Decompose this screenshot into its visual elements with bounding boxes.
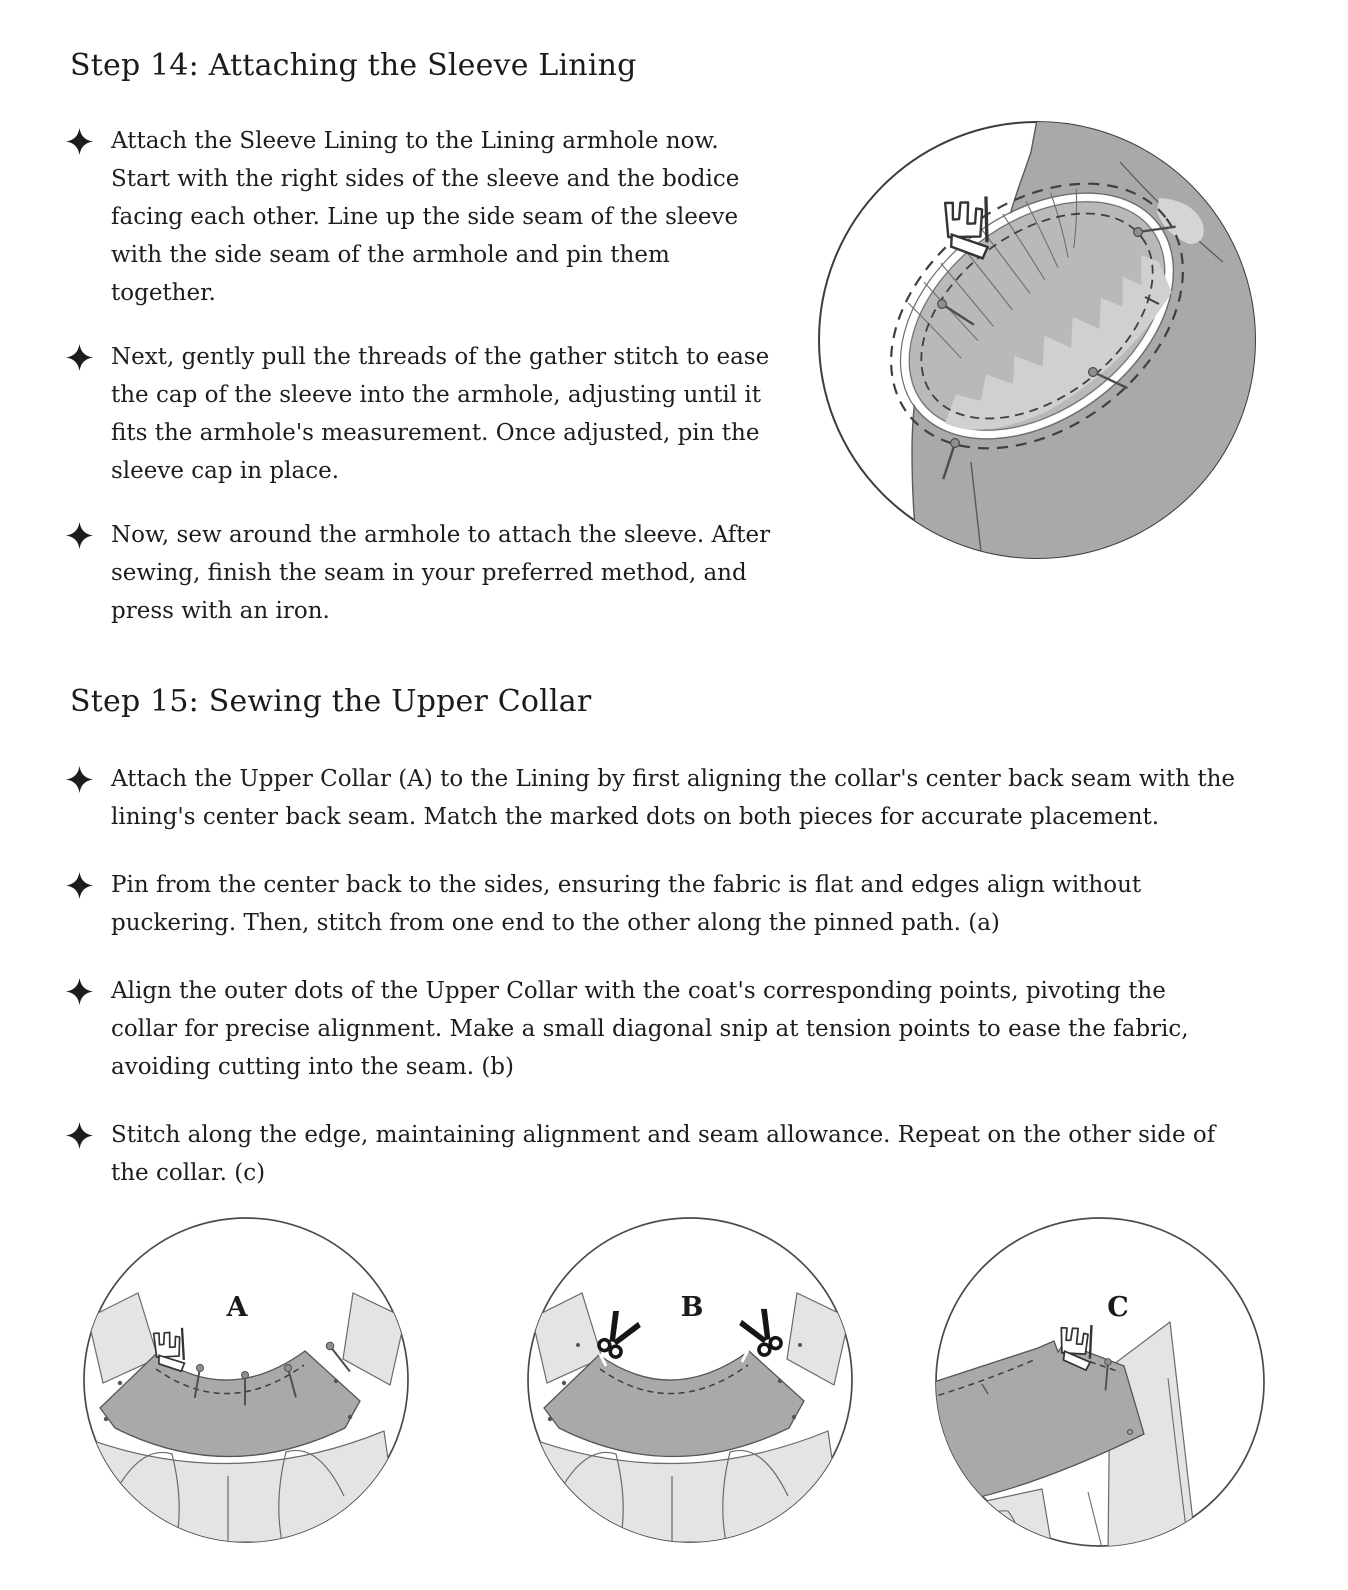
sparkle-bullet-icon	[66, 128, 93, 155]
bullet-text: Now, sew around the armhole to attach the sleeve. After sewing, finish the seam in your preferred method, and press with an iron.	[111, 522, 771, 624]
bullet-item	[66, 338, 772, 490]
bullet-text: Pin from the center back to the sides, ensuring the fabric is flat and edges align without puckering. Then, stitch from one end to the other along the pinned path. (a)	[111, 872, 1142, 936]
figure-collar-stitching	[930, 1208, 1270, 1590]
bullet-text: Align the outer dots of the Upper Collar with the coat's corresponding points, pivoting the collar for precise alignment. Make a small diagonal snip at tension points to ease the fabric, avoiding cutting into the seam. (b)	[111, 978, 1189, 1080]
bullet-text: Attach the Upper Collar (A) to the Lining by first aligning the collar's center back seam with the lining's center back seam. Match the marked dots on both pieces for accurate placement.	[111, 766, 1236, 830]
figure-label-b: B	[680, 1292, 704, 1323]
bullet-item	[66, 122, 772, 312]
sparkle-bullet-icon	[66, 344, 93, 371]
sparkle-bullet-icon	[66, 872, 93, 899]
section-heading-step-14: Step 14: Attaching the Sleeve Lining	[70, 48, 637, 83]
sparkle-bullet-icon	[66, 1122, 93, 1149]
collar-step-c-illustration	[930, 1208, 1270, 1590]
bullet-item	[66, 972, 1256, 1086]
step-15-bullet-list	[66, 760, 1256, 1222]
bullet-text: Attach the Sleeve Lining to the Lining armhole now. Start with the right sides of the sleeve and the bodice facing each other. Line up the side seam of the sleeve with the side seam of the armhole and pin them together.	[111, 128, 740, 306]
bullet-item	[66, 516, 772, 630]
step-14-bullet-list	[66, 122, 772, 656]
sparkle-bullet-icon	[66, 522, 93, 549]
figure-collar-pinned	[78, 1208, 414, 1590]
figure-label-c: C	[1107, 1292, 1129, 1323]
figure-collar-snipped	[522, 1208, 858, 1590]
figure-label-a: A	[226, 1292, 248, 1323]
collar-step-a-illustration	[78, 1208, 414, 1590]
bullet-text: Next, gently pull the threads of the gather stitch to ease the cap of the sleeve into the armhole, adjusting until it fits the armhole's measurement. Once adjusted, pin the sleeve cap in place.	[111, 344, 770, 484]
sparkle-bullet-icon	[66, 978, 93, 1005]
figure-sleeve-lining	[809, 114, 1269, 574]
bullet-item	[66, 866, 1256, 942]
bullet-item	[66, 1116, 1256, 1192]
sleeve-lining-illustration	[809, 114, 1269, 574]
collar-step-b-illustration	[522, 1208, 858, 1590]
bullet-text: Stitch along the edge, maintaining alignment and seam allowance. Repeat on the other side of the collar. (c)	[111, 1122, 1216, 1186]
sparkle-bullet-icon	[66, 766, 93, 793]
section-heading-step-15: Step 15: Sewing the Upper Collar	[70, 684, 592, 719]
bullet-item	[66, 760, 1256, 836]
